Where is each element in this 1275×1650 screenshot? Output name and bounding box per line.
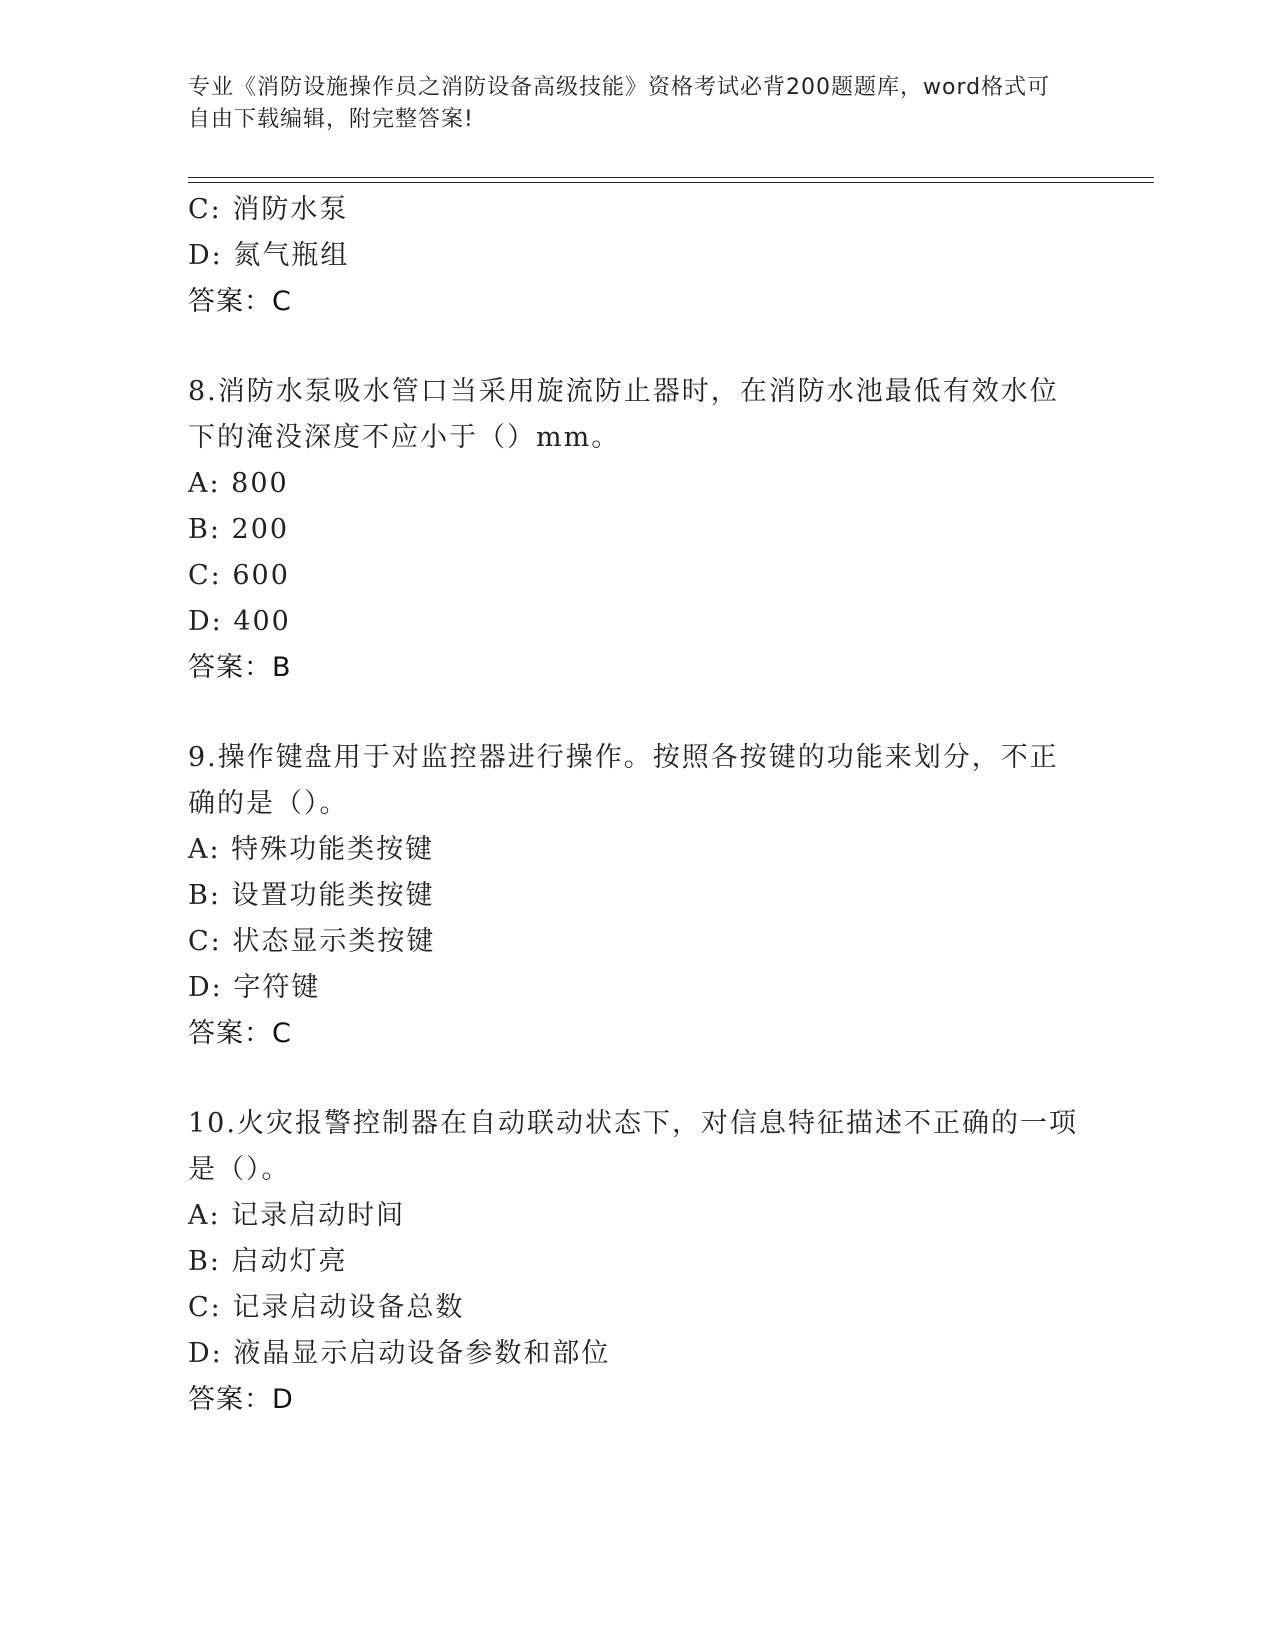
question-9: [188, 735, 1088, 1057]
option-c: C: 消防水泵: [188, 194, 349, 225]
option-a: A: 800: [188, 468, 289, 499]
option-b: B: 启动灯亮: [188, 1246, 348, 1277]
question-stem-line: 是（）。: [188, 1154, 291, 1185]
option-d: D: 400: [188, 606, 291, 637]
question-7-tail: [188, 187, 1088, 325]
option-d: D: 字符键: [188, 972, 321, 1003]
option-d: D: 液晶显示启动设备参数和部位: [188, 1338, 611, 1369]
answer-line: 答案：C: [188, 1018, 292, 1049]
question-stem-line: 10.火灾报警控制器在自动联动状态下，对信息特征描述不正确的一项: [188, 1108, 1078, 1139]
header-rule-top: [188, 177, 1154, 178]
option-b: B: 设置功能类按键: [188, 880, 435, 911]
question-stem-line: 下的淹没深度不应小于（）mm。: [188, 422, 621, 453]
question-8: [188, 369, 1088, 691]
option-b: B: 200: [188, 514, 290, 545]
question-stem-line: 确的是（）。: [188, 788, 349, 819]
option-a: A: 特殊功能类按键: [188, 834, 435, 865]
option-c: C: 600: [188, 560, 290, 591]
option-c: C: 记录启动设备总数: [188, 1292, 465, 1323]
question-list: [188, 187, 1088, 1423]
option-c: C: 状态显示类按键: [188, 926, 436, 957]
answer-line: 答案：C: [188, 286, 292, 317]
question-10: [188, 1101, 1088, 1423]
document-header: 专业《消防设施操作员之消防设备高级技能》资格考试必背200题题库，word格式可自由下载编辑，附完整答案!: [188, 75, 1051, 132]
option-d: D: 氮气瓶组: [188, 240, 350, 271]
question-stem-line: 8.消防水泵吸水管口当采用旋流防止器时，在消防水池最低有效水位: [188, 376, 1059, 407]
question-stem-line: 9.操作键盘用于对监控器进行操作。按照各按键的功能来划分，不正: [188, 742, 1059, 773]
answer-line: 答案：D: [188, 1384, 294, 1415]
header-rule-bottom: [188, 182, 1154, 183]
option-a: A: 记录启动时间: [188, 1200, 406, 1231]
answer-line: 答案：B: [188, 652, 292, 683]
